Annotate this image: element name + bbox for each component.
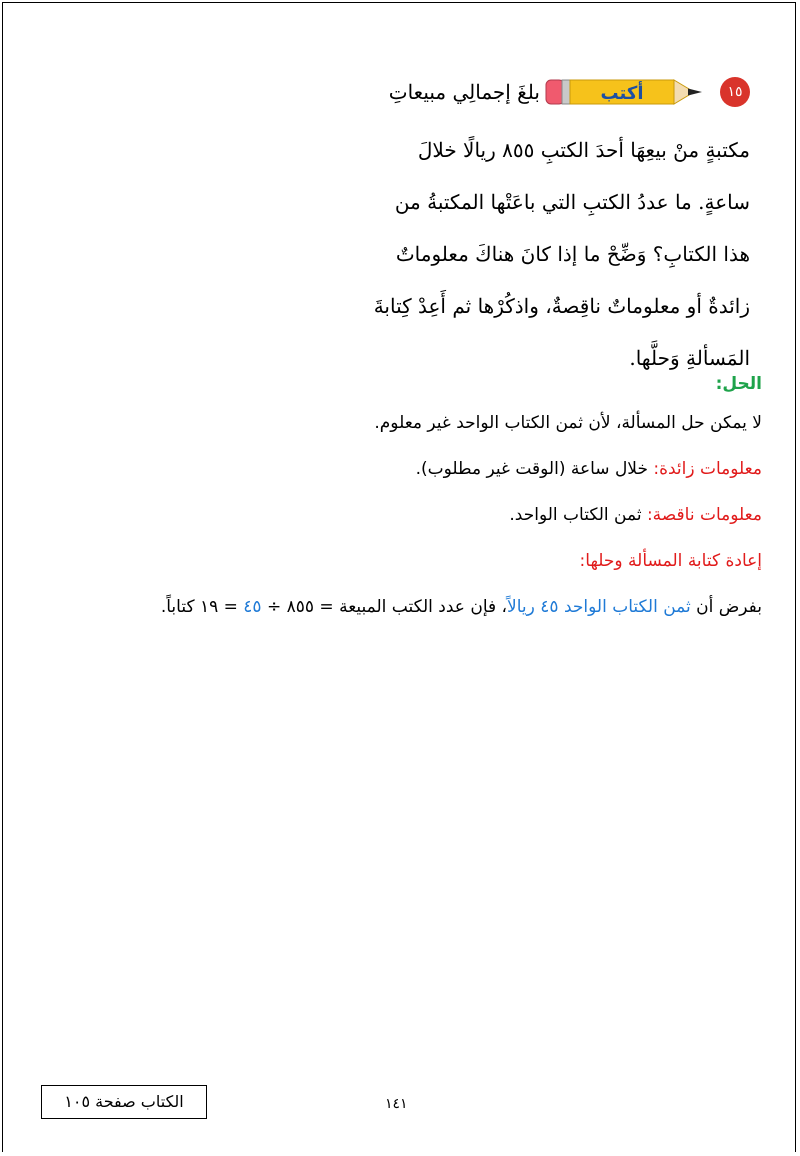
final-middle: ، فإن عدد الكتب المبيعة = ٨٥٥ ÷ <box>261 597 508 617</box>
problem-number-badge: ١٥ <box>720 77 750 107</box>
problem-first-line: بلغَ إجمالِي مبيعاتِ <box>388 80 540 104</box>
final-prefix: بفرض أن <box>690 597 762 617</box>
extra-info-text: خلال ساعة (الوقت غير مطلوب). <box>415 459 654 479</box>
final-divisor: ٤٥ <box>243 597 262 617</box>
book-reference-box: الكتاب صفحة ١٠٥ <box>41 1085 207 1119</box>
final-assumption: ثمن الكتاب الواحد ٤٥ ريالاً <box>507 597 691 617</box>
pencil-icon <box>544 75 704 109</box>
solution-statement: لا يمكن حل المسألة، لأن ثمن الكتاب الواحد غير معلوم. <box>374 413 762 433</box>
solution-title: الحل: <box>715 374 762 394</box>
solution-block <box>32 368 762 630</box>
missing-info-label: معلومات ناقصة: <box>646 505 762 525</box>
problem-label: أكتب <box>600 83 644 104</box>
missing-info-line <box>32 492 762 538</box>
final-result: = ١٩ كتاباً. <box>160 597 244 617</box>
problem-line: زائدةٌ أو معلوماتٌ ناقِصةٌ، واذكُرْها ثم أَعِدْ كِتابةَ <box>373 294 750 318</box>
extra-info-label: معلومات زائدة: <box>653 459 762 479</box>
final-answer-line <box>32 584 762 630</box>
missing-info-text: ثمن الكتاب الواحد. <box>509 505 647 525</box>
page-number: ١٤١ <box>385 1096 408 1112</box>
problem-text <box>330 124 750 384</box>
problem-line: مكتبةٍ منْ بيعِهَا أحدَ الكتبِ ٨٥٥ ريالًا خلالَ <box>417 138 750 162</box>
problem-line: المَسألةِ وَحلَّها. <box>629 346 750 370</box>
extra-info-line <box>32 446 762 492</box>
rewrite-label: إعادة كتابة المسألة وحلها: <box>579 551 762 571</box>
problem-header <box>330 70 750 114</box>
problem-block <box>330 70 750 370</box>
problem-line: هذا الكتابِ؟ وَضِّحْ ما إذا كانَ هناكَ معلوماتٌ <box>395 242 750 266</box>
problem-line: ساعةٍ. ما عددُ الكتبِ التي باعَتْها المكتبةُ من <box>394 190 750 214</box>
